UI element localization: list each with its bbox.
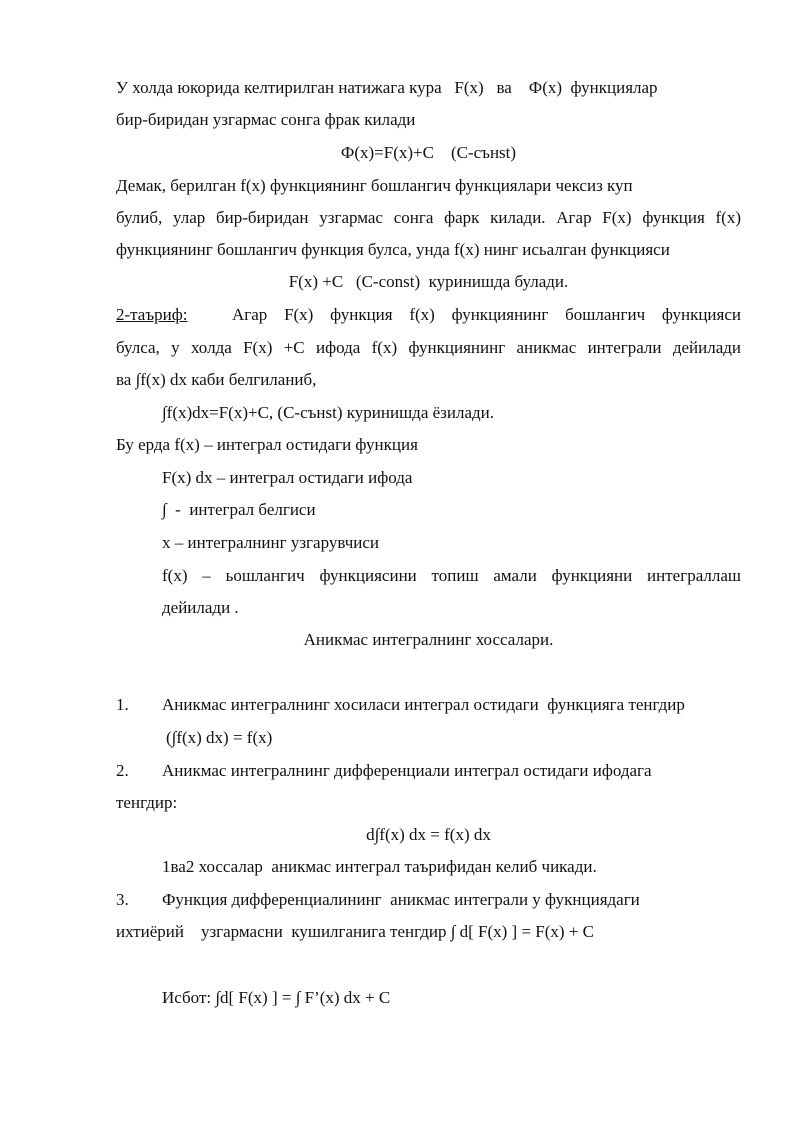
para2-line2: булиб, улар бир-биридан узгармас сонга фарк килади. Агар F(x) функция f(x) — [116, 208, 741, 227]
term-integration-line2: дейилади . — [162, 598, 239, 617]
property-1-number: 1. — [116, 695, 129, 714]
property-2-note: 1ва2 хоссалар аникмас интеграл таърифидан келиб чикади. — [162, 857, 597, 876]
terms-intro: Бу ерда f(x) – интеграл остидаги функция — [116, 435, 418, 454]
para1-line2: бир-биридан узгармас сонга фрак килади — [116, 110, 416, 129]
formula-phi: Ф(x)=F(x)+C (С-сънst) — [340, 143, 517, 162]
term-integral-sign: ∫ - интеграл белгиси — [162, 500, 316, 519]
property-3-text2: ихтиёрий узгармасни кушилганига тенгдир ∫ d[ F(x) ] = F(x) + C — [116, 922, 595, 941]
property-3-number: 3. — [116, 890, 129, 909]
property-2-text: Аникмас интегралнинг дифференциали интеграл остидаги ифодага — [162, 761, 652, 780]
property-2-text2: тенгдир: — [116, 793, 178, 812]
definition-line3: ва ∫f(x) dx каби белгиланиб, — [116, 370, 317, 389]
definition-label: 2-таъриф: — [116, 305, 188, 324]
section-title: Аникмас интегралнинг хоссалари. — [303, 630, 554, 649]
proof-line: Исбот: ∫d[ F(x) ] = ∫ F’(x) dx + C — [162, 988, 391, 1007]
property-1-formula: (∫f(x) dx) = f(x) — [166, 728, 273, 747]
property-1-text: Аникмас интегралнинг хосиласи интеграл остидаги функцияга тенгдир — [162, 695, 685, 714]
definition-line2: булса, у холда F(x) +C ифода f(x) функциянинг аникмас интеграли дейилади — [116, 338, 741, 357]
property-2-formula: d∫f(x) dx = f(x) dx — [366, 825, 491, 844]
term-integrand-expression: F(x) dx – интеграл остидаги ифода — [162, 468, 413, 487]
para1-line1: У холда юкорида келтирилган натижага кура F(x) ва Ф(x) функциялар — [116, 78, 658, 97]
formula-fx-c: F(x) +C (C-const) куринишда булади. — [288, 272, 569, 291]
para2-line1: Демак, берилган f(x) функциянинг бошлангич функциялари чексиз куп — [116, 176, 633, 195]
definition-line1: Агар F(x) функция f(x) функциянинг бошлангич функцияси — [232, 305, 741, 324]
term-integration-line1: f(x) – ьошлангич функциясини топиш амали функцияни интеграллаш — [162, 566, 741, 585]
property-3-text: Функция дифференциалининг аникмас интеграли у фукнциядаги — [162, 890, 640, 909]
para2-line3: функциянинг бошлангич функция булса, унда f(x) нинг исьалган функцияси — [116, 240, 670, 259]
property-2-number: 2. — [116, 761, 129, 780]
term-variable: x – интегралнинг узгарувчиси — [162, 533, 380, 552]
definition-formula: ∫f(x)dx=F(x)+C, (C-сънst) куринишда ёзилади. — [162, 403, 495, 422]
